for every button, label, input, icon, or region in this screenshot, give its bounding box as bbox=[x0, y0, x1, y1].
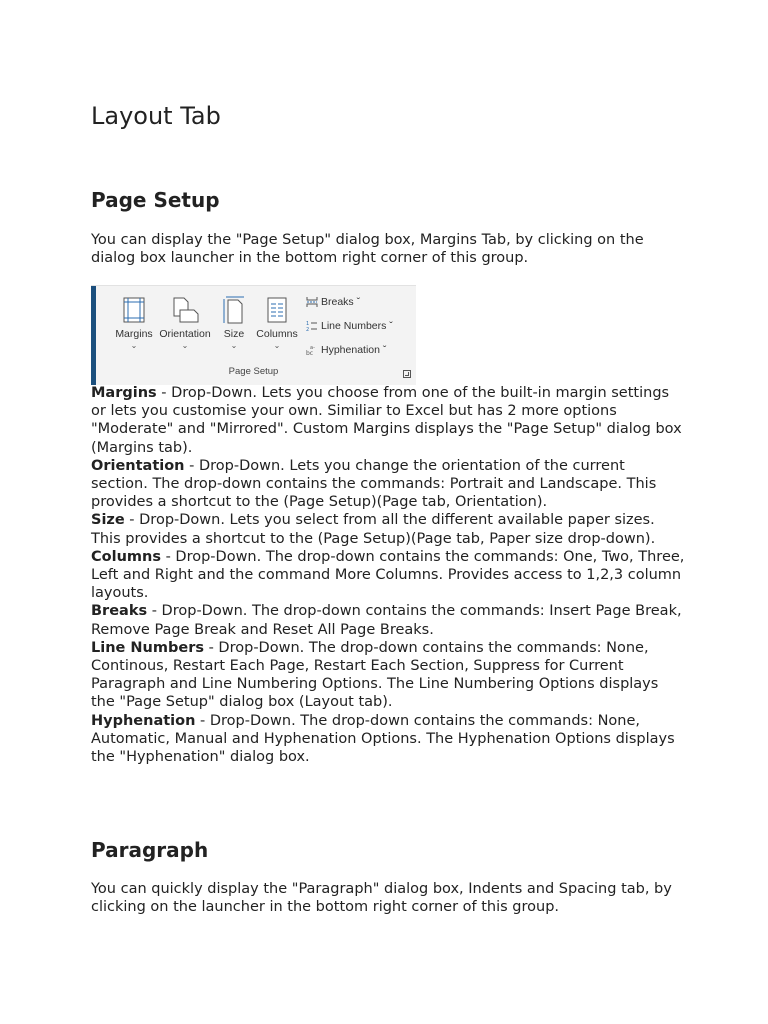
definition-term: Columns bbox=[91, 548, 161, 565]
hyphenation-button[interactable] bbox=[306, 344, 386, 356]
chevron-down-icon: ˇ bbox=[356, 296, 361, 308]
svg-text:1: 1 bbox=[306, 321, 310, 328]
page-setup-ribbon-image bbox=[91, 285, 416, 385]
margins-label: Margins bbox=[115, 328, 153, 340]
margins-icon bbox=[122, 296, 146, 324]
dialog-launcher-icon[interactable] bbox=[403, 370, 411, 378]
columns-button[interactable] bbox=[255, 296, 299, 350]
definition-term: Line Numbers bbox=[91, 639, 204, 656]
definition-term: Hyphenation bbox=[91, 712, 196, 729]
chevron-down-icon: ˇ bbox=[382, 344, 387, 356]
chevron-down-icon: ˇ bbox=[389, 320, 393, 332]
ribbon-group-label: Page Setup bbox=[228, 366, 279, 377]
size-label: Size bbox=[223, 328, 245, 340]
breaks-icon bbox=[306, 296, 318, 308]
chevron-down-icon: ⌄ bbox=[273, 341, 281, 350]
definition-text: - Drop-Down. The drop-down contains the commands: None, Continous, Restart Each Page, Restart Each Section, Suppress for Current Paragraph and Line Numbering Options. The Line Numbering Options displays the "Page Setup" dialog box (Layout tab). bbox=[91, 639, 659, 711]
definition-item bbox=[91, 548, 686, 603]
orientation-icon bbox=[170, 296, 200, 324]
definition-item bbox=[91, 602, 686, 638]
definition-item bbox=[91, 457, 686, 512]
page-setup-definitions bbox=[91, 384, 686, 766]
orientation-button[interactable] bbox=[157, 296, 213, 350]
definition-term: Orientation bbox=[91, 457, 185, 474]
svg-text:bc: bc bbox=[306, 350, 314, 357]
line-numbers-button[interactable] bbox=[306, 320, 393, 332]
line-numbers-icon bbox=[306, 320, 318, 332]
size-icon bbox=[222, 296, 246, 324]
paragraph-intro: You can quickly display the "Paragraph" dialog box, Indents and Spacing tab, by clicking on the launcher in the bottom right corner of this group. bbox=[91, 881, 672, 916]
size-button[interactable] bbox=[219, 296, 249, 350]
definition-text: - Drop-Down. The drop-down contains the commands: None, Automatic, Manual and Hyphenation Options. The Hyphenation Options displays the "Hyphenation" dialog box. bbox=[91, 712, 675, 766]
definition-text: - Drop-Down. The drop-down contains the commands: One, Two, Three, Left and Right and the command More Columns. Provides access to 1,2,3 column layouts. bbox=[91, 548, 685, 602]
page-setup-intro: You can display the "Page Setup" dialog box, Margins Tab, by clicking on the dialog box launcher in the bottom right corner of this group. bbox=[91, 232, 644, 267]
chevron-down-icon: ⌄ bbox=[130, 341, 138, 350]
hyphenation-icon bbox=[306, 344, 318, 356]
margins-button[interactable] bbox=[113, 296, 155, 350]
definition-term: Breaks bbox=[91, 603, 148, 620]
definition-text: - Drop-Down. Lets you choose from one of the built-in margin settings or lets you customise your own. Similiar to Excel but has 2 more options "Moderate" and "Mirrored". Custom Margins displays the "Page Setup" dialog box (Margins tab). bbox=[91, 385, 682, 456]
definition-item bbox=[91, 639, 686, 712]
orientation-label: Orientation bbox=[159, 328, 211, 340]
definition-term: Margins bbox=[91, 385, 157, 401]
svg-text:a-: a- bbox=[310, 345, 315, 352]
breaks-label: Breaks bbox=[321, 296, 354, 308]
columns-icon bbox=[265, 296, 289, 324]
svg-text:2: 2 bbox=[306, 327, 310, 333]
definition-text: - Drop-Down. Lets you change the orientation of the current section. The drop-down contains the commands: Portrait and Landscape. This provides a shortcut to the (Page Setup)(Page tab, Orientation). bbox=[91, 457, 657, 511]
definition-item bbox=[91, 511, 686, 547]
definition-text: - Drop-Down. Lets you select from all the different available paper sizes. This provides a shortcut to the (Page Setup)(Page tab, Paper size drop-down). bbox=[91, 512, 656, 547]
definition-item bbox=[91, 384, 686, 457]
hyphenation-label: Hyphenation bbox=[321, 344, 380, 356]
columns-label: Columns bbox=[256, 328, 298, 340]
definition-text: - Drop-Down. The drop-down contains the commands: Insert Page Break, Remove Page Break and Reset All Page Breaks. bbox=[91, 603, 682, 638]
chevron-down-icon: ⌄ bbox=[181, 341, 189, 350]
breaks-button[interactable] bbox=[306, 296, 360, 308]
line-numbers-label: Line Numbers bbox=[321, 320, 387, 332]
section-heading-page-setup: Page Setup bbox=[91, 188, 220, 212]
section-heading-paragraph: Paragraph bbox=[91, 838, 209, 862]
chevron-down-icon: ⌄ bbox=[230, 341, 238, 350]
page-title: Layout Tab bbox=[91, 102, 221, 130]
definition-term: Size bbox=[91, 512, 125, 529]
definition-item bbox=[91, 712, 686, 767]
